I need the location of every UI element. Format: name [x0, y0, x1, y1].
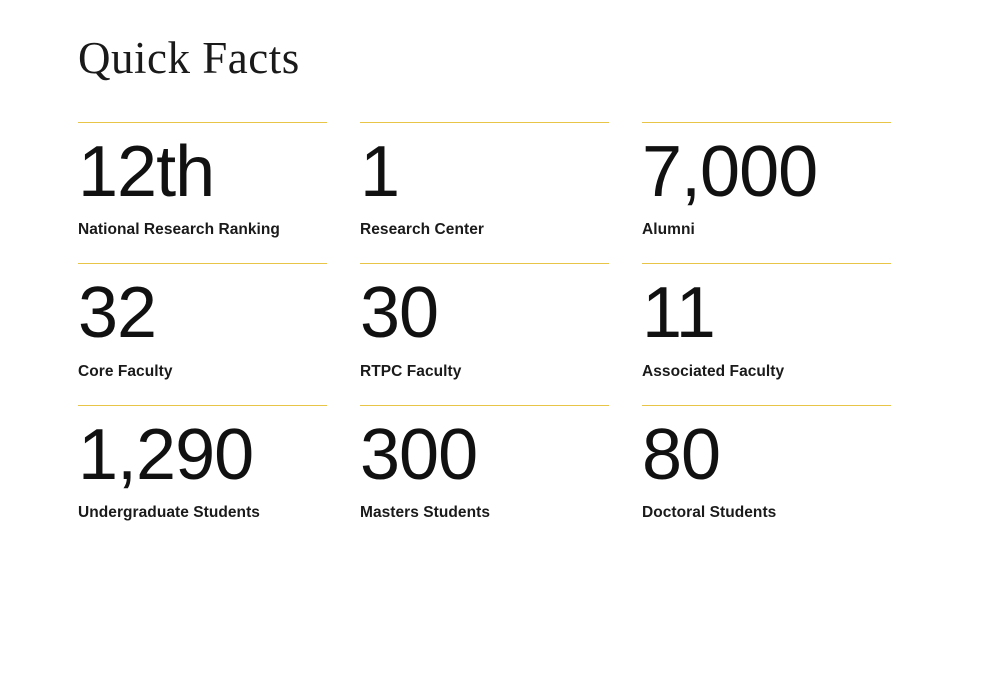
fact-value: 32: [78, 273, 157, 354]
fact-card: [78, 122, 360, 264]
fact-card-body: [360, 263, 609, 405]
quick-facts-grid: [78, 122, 908, 547]
fact-card-body: [78, 263, 327, 405]
page-title: Quick Facts: [78, 33, 300, 83]
fact-value: 11: [642, 273, 715, 354]
fact-card: [78, 405, 360, 547]
fact-card-body: [642, 405, 891, 547]
fact-card-body: [78, 405, 327, 547]
fact-card: [360, 405, 642, 547]
fact-card: [78, 263, 360, 405]
fact-card: [642, 263, 908, 405]
fact-card: [642, 405, 908, 547]
fact-label: Undergraduate Students: [78, 504, 260, 522]
fact-label: Associated Faculty: [642, 362, 785, 380]
fact-value: 1: [360, 131, 400, 212]
fact-label: Core Faculty: [78, 362, 173, 380]
fact-label: Masters Students: [360, 504, 490, 522]
fact-label: Alumni: [642, 221, 695, 239]
fact-label: RTPC Faculty: [360, 362, 462, 380]
fact-label: Doctoral Students: [642, 504, 777, 522]
fact-value: 80: [642, 414, 721, 495]
fact-card-body: [360, 405, 609, 547]
fact-label: Research Center: [360, 221, 484, 239]
fact-card: [360, 263, 642, 405]
fact-value: 1,290: [78, 414, 254, 495]
fact-card: [360, 122, 642, 264]
fact-label: National Research Ranking: [78, 221, 280, 239]
fact-card-body: [360, 122, 609, 264]
fact-card-body: [642, 122, 891, 264]
fact-card-body: [642, 263, 891, 405]
fact-value: 12th: [78, 131, 215, 212]
fact-value: 300: [360, 414, 478, 495]
fact-value: 30: [360, 273, 439, 354]
fact-value: 7,000: [642, 131, 818, 212]
fact-card: [642, 122, 908, 264]
fact-card-body: [78, 122, 327, 264]
